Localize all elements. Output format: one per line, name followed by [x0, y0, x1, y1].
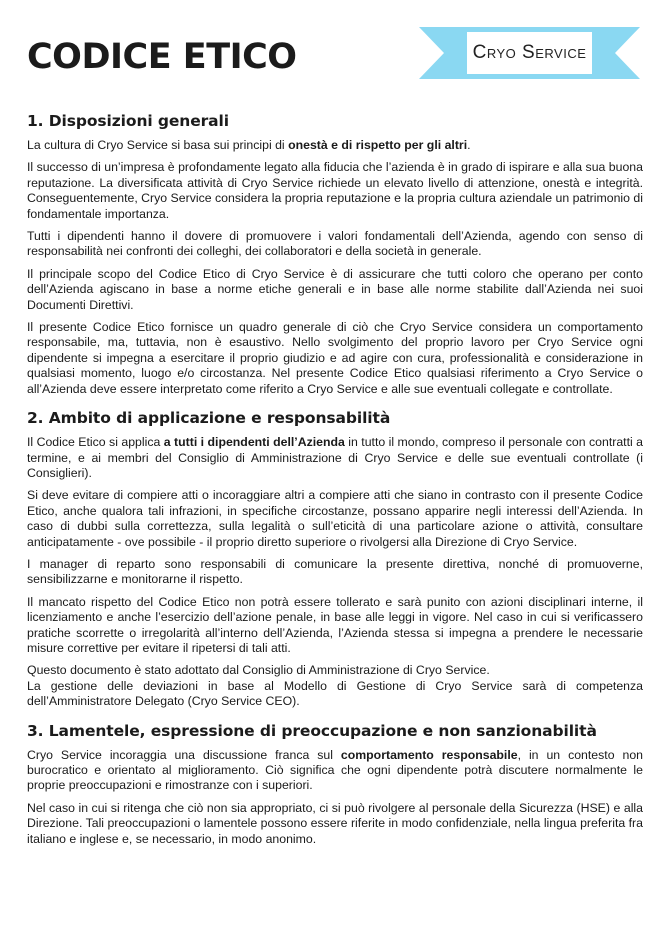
text-run: Il Codice Etico si applica: [27, 435, 164, 450]
text-run: Il mancato rispetto del Codice Etico non potrà essere tollerato e sarà punito con azioni disciplinari interne, il licenziamento e anche l’esercizio dell’azione penale, in base alle leggi in vigore. Nel caso in cui si verificassero pratiche scorrette o irregolarità all’interno dell’Azienda, l’Azienda stessa si impegna a prendere le necessarie misure correttive per evitare il ripetersi di tali atti.: [27, 594, 643, 655]
section-3: [27, 722, 643, 847]
text-run: in tutto il mondo, compreso il personale con contratti a termine, e ai membri del Consiglio di Amministrazione di Cryo Service e delle sue eventuali controllate (i Consiglieri).: [27, 435, 643, 480]
text-run: .: [467, 138, 471, 152]
paragraph: [27, 138, 643, 153]
text-run: , in un contesto non burocratico e orientato al miglioramento. Ciò significa che ogni dipendente potrà discutere normalmente le proprie preoccupazioni e rimostranze con i superiori.: [27, 747, 643, 793]
paragraph: [27, 320, 643, 397]
paragraph: [27, 595, 643, 657]
paragraph: [27, 435, 643, 481]
paragraph: [27, 160, 643, 222]
text-run: Il successo di un’impresa è profondamente legato alla fiducia che l’azienda è in grado di ispirare e alla sua buona reputazione. La diversificata attività di Cryo Service richiede un elevato livello di attenzione, onestà e integrità. Conseguentemente, Cryo Service considera la propria reputazione e la propria cultura aziendale un patrimonio di fondamentale importanza.: [27, 160, 643, 221]
text-run: Questo documento è stato adottato dal Consiglio di Amministrazione di Cryo Service.: [27, 663, 490, 678]
paragraph: [27, 801, 643, 847]
text-run: Il presente Codice Etico fornisce un quadro generale di ciò che Cryo Service considera un comportamento responsabile, ma, tuttavia, non è esaustivo. Nello svolgimento del proprio lavoro per Cryo Service ogni dipendente si impegna a esercitare il proprio giudizio e ad agire con cura, professionalità e considerazione in qualsiasi momento, luogo e/o circostanza. Nel presente Codice Etico qualsiasi riferimento a Cryo Service o all’Azienda deve essere interpretato come riferito a Cryo Service e alle sue eventuali collegate e controllate.: [27, 320, 643, 396]
text-run: Il principale scopo del Codice Etico di Cryo Service è di assicurare che tutti coloro che operano per conto dell’Azienda agiscano in base a norme etiche generali e in base alle norme stabilite dall’Azienda nei suoi Documenti Direttivi.: [27, 266, 643, 312]
emphasis-text: comportamento responsabile: [340, 747, 518, 762]
document-body: [27, 112, 643, 859]
text-run: Cryo Service incoraggia una discussione franca sul: [27, 747, 341, 762]
logo-text: Cryo Service: [472, 42, 587, 63]
section-1: [27, 112, 643, 397]
text-run: Si deve evitare di compiere atti o incoraggiare altri a compiere atti che siano in contrasto con il presente Codice Etico, anche qualora tali infrazioni, in specifiche circostanze, possano apparire negli interessi dell’Azienda. In caso di dubbi sulla correttezza, sulla legalità o sull’eticità di una particolare azione o attività, consultare anticipatamente - ove possibile - il proprio diretto superiore o rivolgersi alla Direzione di Cryo Service.: [27, 488, 643, 549]
paragraph: [27, 748, 643, 794]
emphasis-text: a tutti i dipendenti dell’Azienda: [163, 435, 345, 450]
paragraph: [27, 557, 643, 588]
paragraph: [27, 488, 643, 550]
document-title: CODICE ETICO: [27, 37, 297, 77]
text-run: La gestione delle deviazioni in base al Modello di Gestione di Cryo Service sarà di competenza dell’Amministratore Delegato (Cryo Service CEO).: [27, 678, 643, 709]
emphasis-text: onestà e di rispetto per gli altri: [288, 138, 468, 152]
text-run: I manager di reparto sono responsabili di comunicare la presente direttiva, nonché di promuoverne, sensibilizzarne e monitorarne il rispetto.: [27, 556, 643, 587]
text-run: Nel caso in cui si ritenga che ciò non sia appropriato, ci si può rivolgere al personale della Sicurezza (HSE) e alla Direzione. Tali preoccupazioni o lamentele possono essere riferite in modo confidenziale, nella lingua preferita fra italiano e inglese e, se necessario, in modo anonimo.: [27, 800, 643, 846]
text-run: La cultura di Cryo Service si basa sui principi di: [27, 138, 289, 152]
section-heading: 1. Disposizioni generali: [27, 112, 229, 130]
section-2: [27, 409, 643, 710]
text-run: Tutti i dipendenti hanno il dovere di promuovere i valori fondamentali dell’Azienda, agendo con senso di responsabilità nei confronti dei colleghi, dei collaboratori e della società in generale.: [27, 229, 643, 259]
paragraph: [27, 663, 643, 709]
section-heading: 2. Ambito di applicazione e responsabilità: [27, 409, 391, 428]
section-heading: 3. Lamentele, espressione di preoccupazione e non sanzionabilità: [27, 721, 597, 740]
cryo-service-logo: [419, 27, 640, 79]
paragraph: [27, 267, 643, 313]
paragraph: [27, 229, 643, 260]
